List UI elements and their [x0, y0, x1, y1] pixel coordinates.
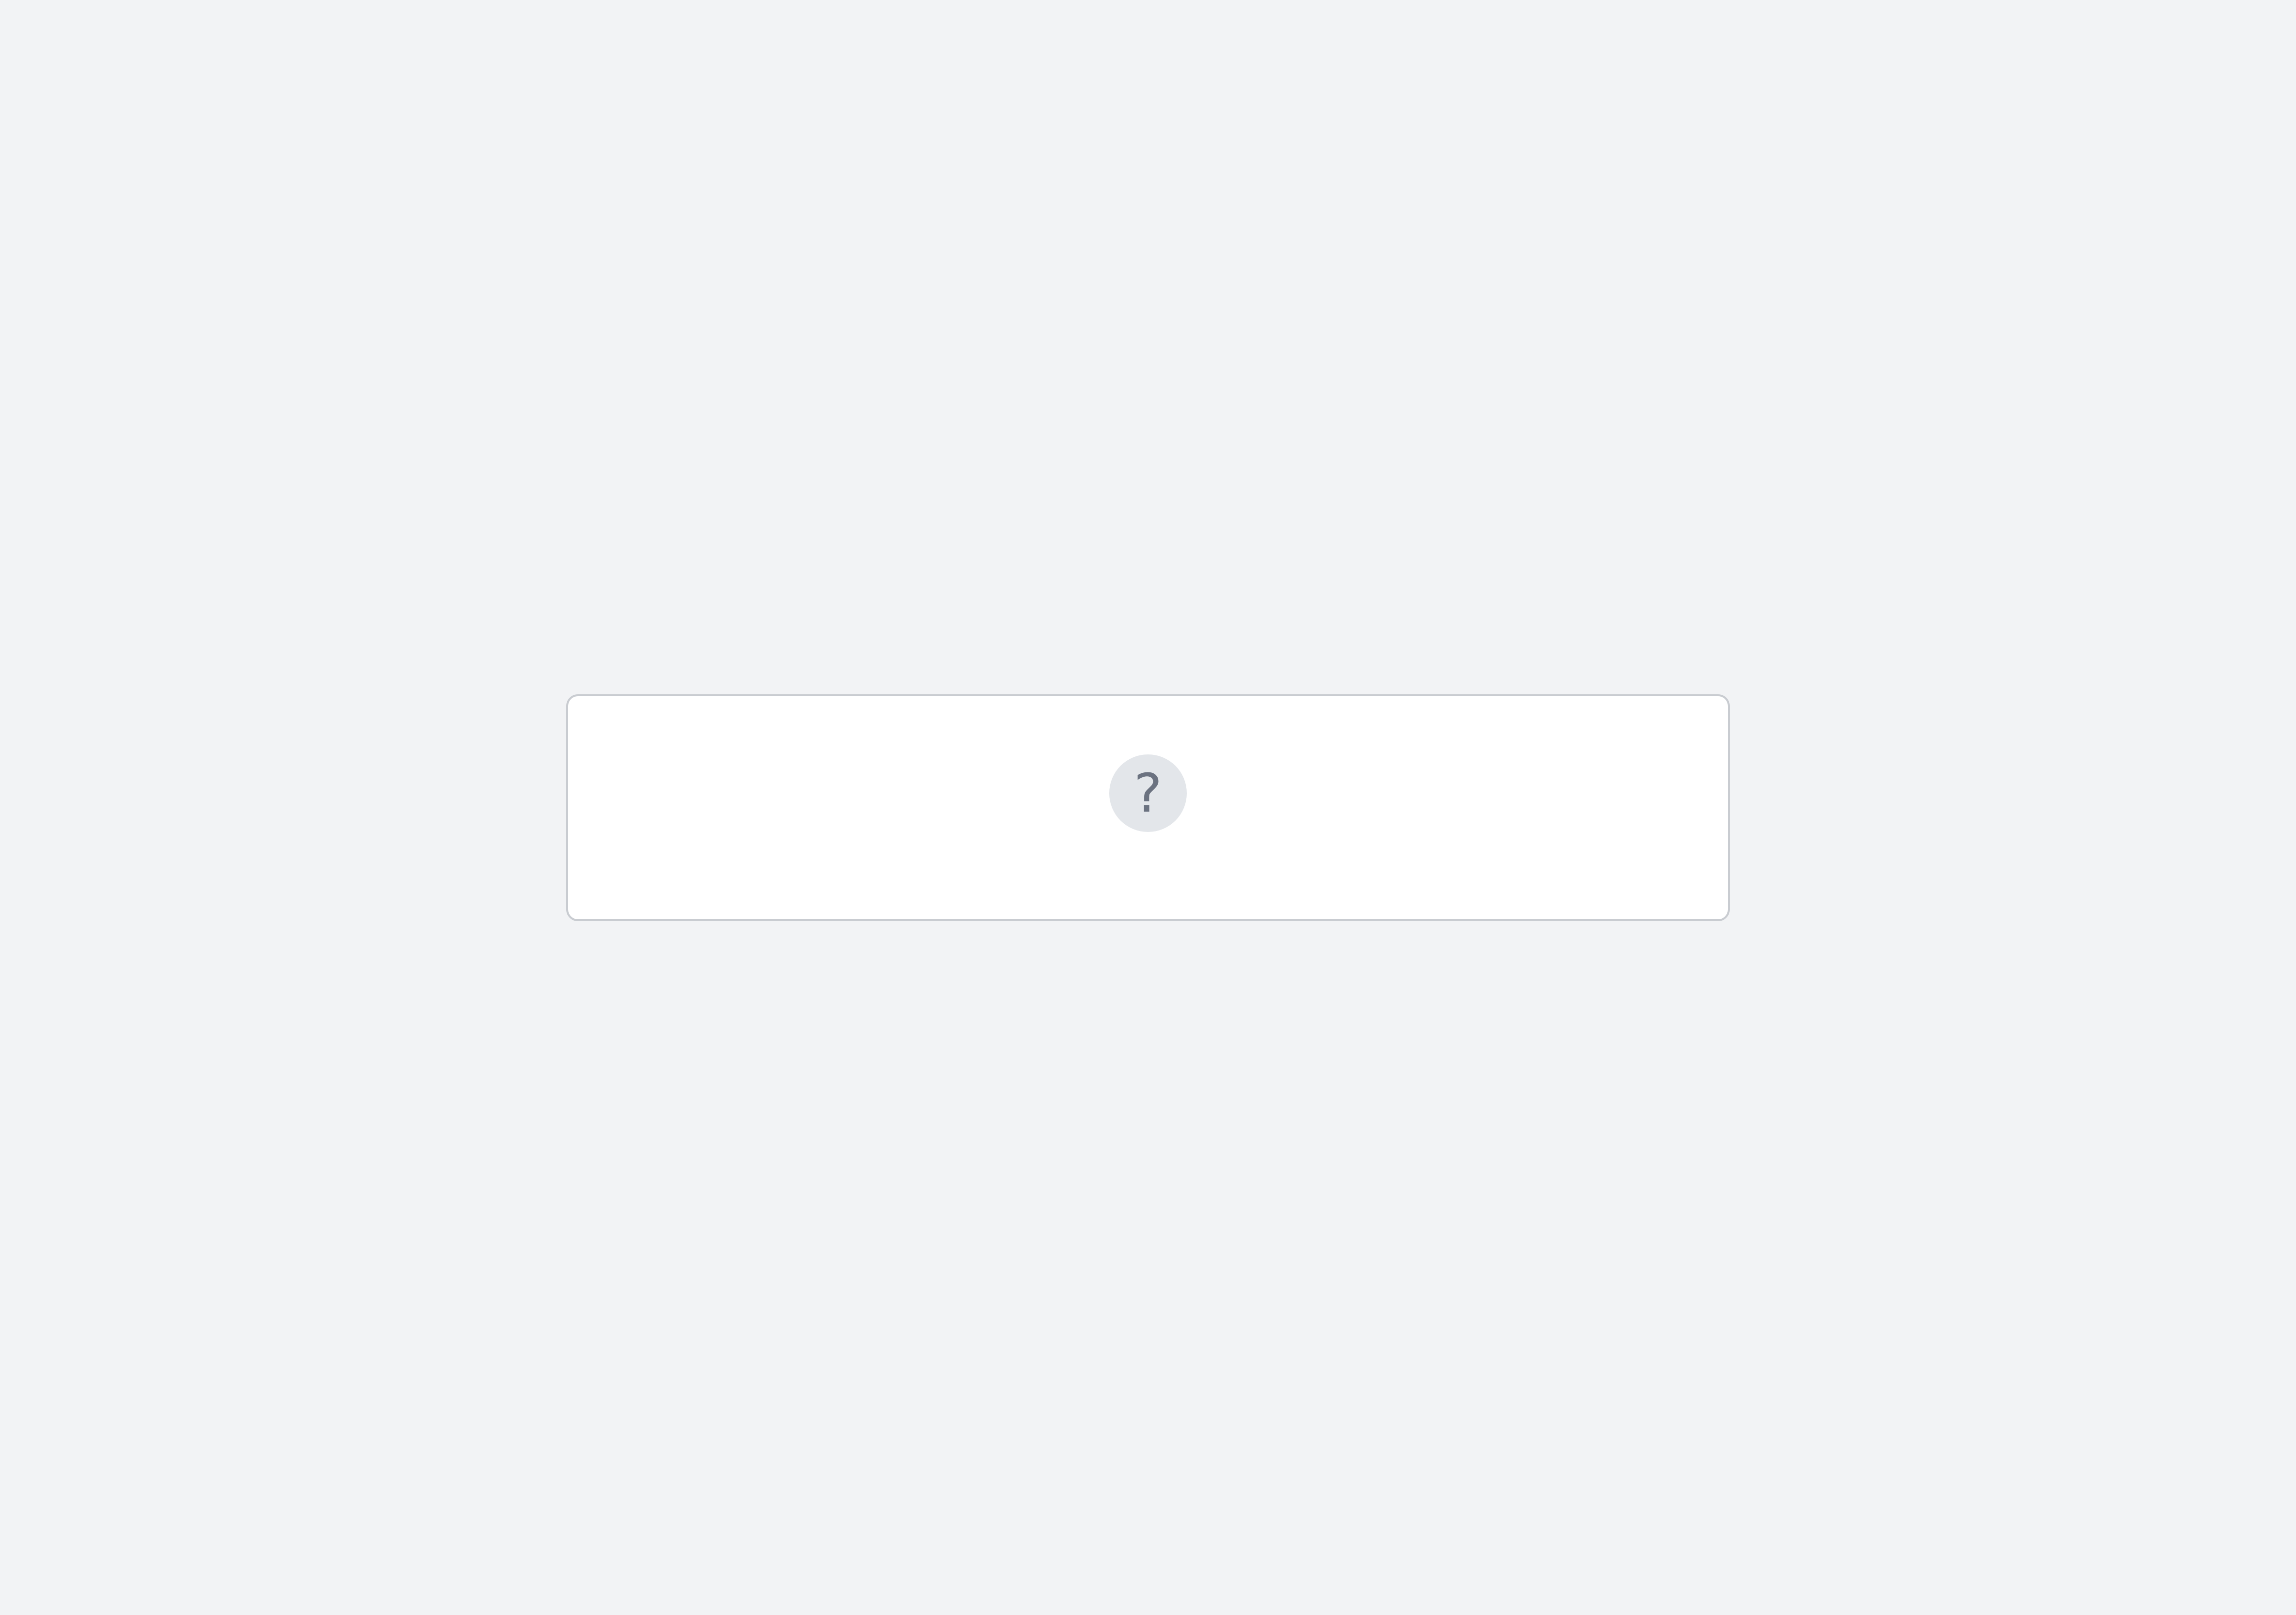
image-missing-icon: ? — [1109, 754, 1187, 832]
missing-screenshot-panel — [566, 694, 1730, 921]
